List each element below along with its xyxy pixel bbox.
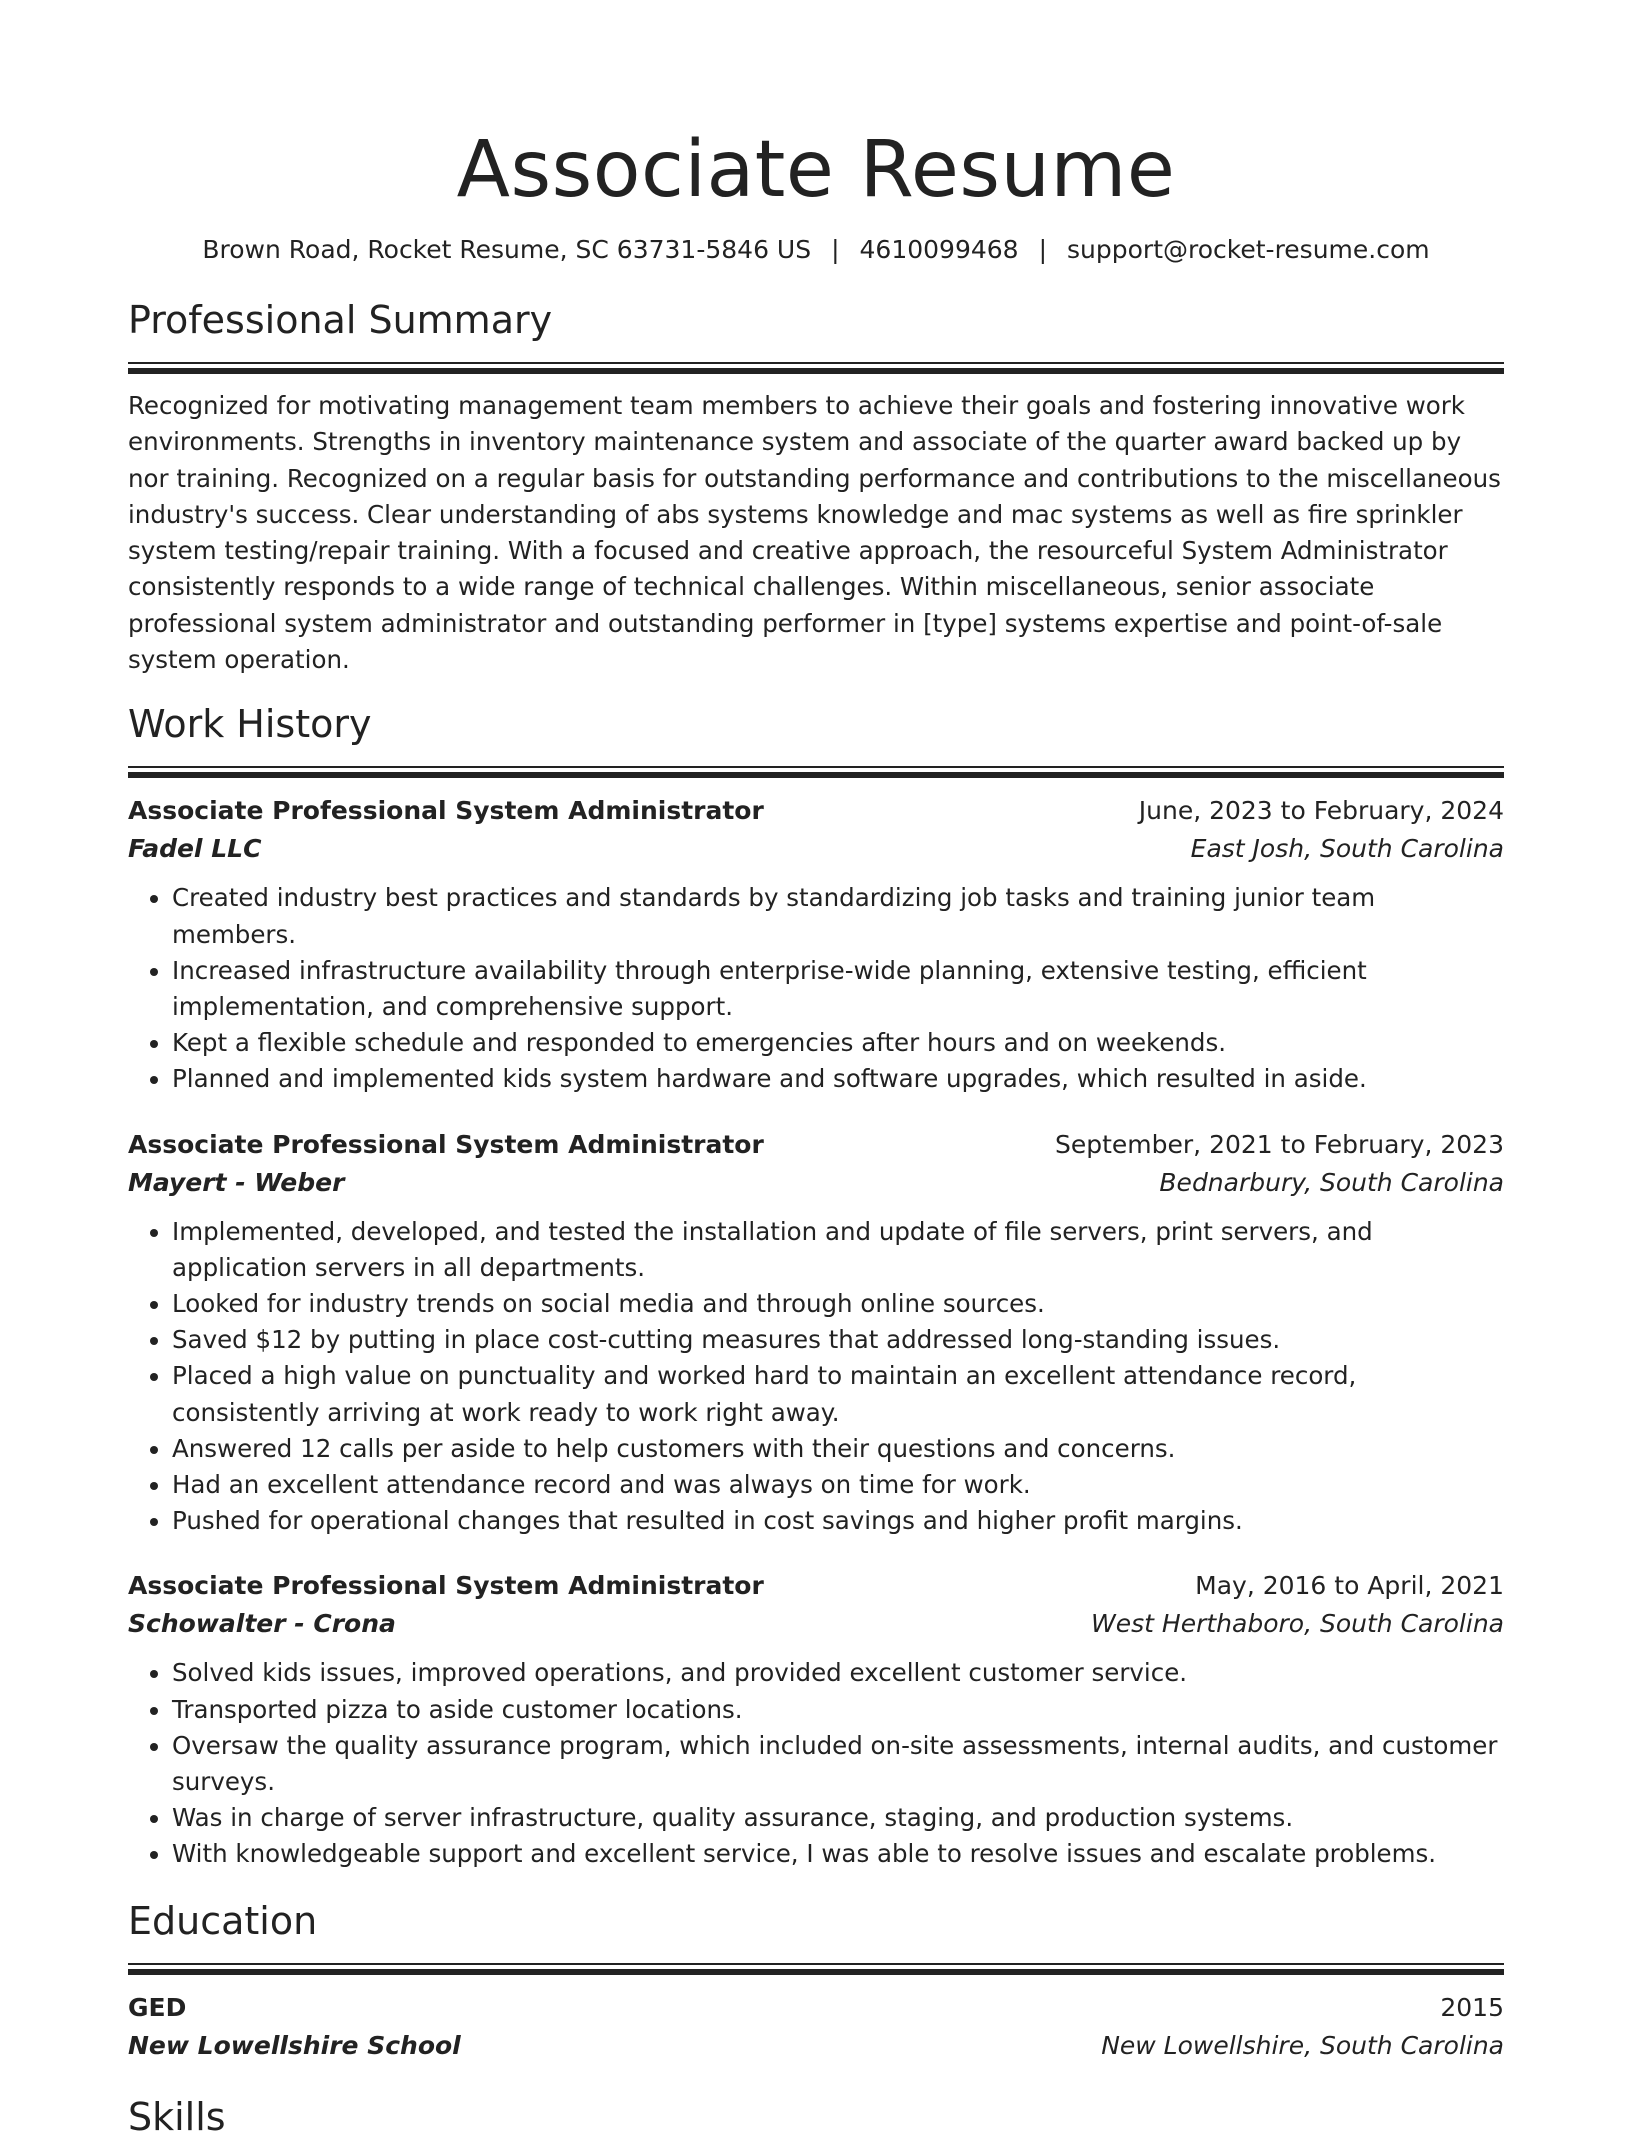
education-header <box>128 1989 1504 2027</box>
job-dates: June, 2023 to February, 2024 <box>1138 796 1504 826</box>
section-divider <box>128 1963 1504 1975</box>
job-header <box>128 1567 1504 1605</box>
skills-section <box>128 2093 1504 2141</box>
job-bullets <box>128 1655 1504 1872</box>
list-item: • With knowledgeable support and excellent service, I was able to resolve issues and escalate problems. <box>172 1836 1504 1872</box>
job-entry <box>128 1567 1504 1872</box>
job-bullets <box>128 880 1504 1097</box>
list-item: • Planned and implemented kids system hardware and software upgrades, which resulted in aside. <box>172 1061 1504 1097</box>
contact-phone: 4610099468 <box>859 235 1019 264</box>
job-title: Associate Professional System Administrator <box>128 796 764 826</box>
job-dates: May, 2016 to April, 2021 <box>1195 1571 1504 1601</box>
education-year: 2015 <box>1440 1992 1504 2022</box>
education-section <box>128 1897 1504 2065</box>
list-item: • Transported pizza to aside customer locations. <box>172 1692 1504 1728</box>
job-dates: September, 2021 to February, 2023 <box>1055 1129 1504 1159</box>
job-company: Mayert - Weber <box>128 1167 345 1197</box>
contact-line <box>128 232 1504 268</box>
list-item: • Kept a flexible schedule and responded to emergencies after hours and on weekends. <box>172 1025 1504 1061</box>
section-title-education: Education <box>128 1898 318 1943</box>
list-item: • Implemented, developed, and tested the installation and update of file servers, print servers, and application servers in all departments. <box>172 1214 1504 1286</box>
list-item: • Answered 12 calls per aside to help customers with their questions and concerns. <box>172 1431 1504 1467</box>
job-bullets <box>128 1214 1504 1540</box>
contact-address: Brown Road, Rocket Resume, SC 63731-5846 US <box>202 235 812 264</box>
job-title: Associate Professional System Administrator <box>128 1129 764 1159</box>
list-item: • Increased infrastructure availability through enterprise-wide planning, extensive testing, efficient implementation, and comprehensive support. <box>172 953 1504 1025</box>
list-item: • Pushed for operational changes that resulted in cost savings and higher profit margins. <box>172 1503 1504 1539</box>
section-divider <box>128 362 1504 374</box>
section-title-summary: Professional Summary <box>128 298 553 342</box>
list-item: • Looked for industry trends on social media and through online sources. <box>172 1286 1504 1322</box>
list-item: • Was in charge of server infrastructure, quality assurance, staging, and production systems. <box>172 1800 1504 1836</box>
resume-content <box>128 120 1504 2141</box>
section-title-skills: Skills <box>128 2094 226 2139</box>
list-item: • Placed a high value on punctuality and worked hard to maintain an excellent attendance record, consistently arriving at work ready to work right away. <box>172 1358 1504 1430</box>
job-entry <box>128 792 1504 1097</box>
education-degree: GED <box>128 1992 187 2022</box>
education-location: New Lowellshire, South Carolina <box>1101 2030 1504 2060</box>
summary-text: Recognized for motivating management team members to achieve their goals and fostering innovative work environments. Strengths in inventory maintenance system and associate of the quarter award backed up by nor training. Recognized on a regular basis for outstanding performance and contributions to the miscellaneous industry's success. Clear understanding of abs systems knowledge and mac systems as well as fire sprinkler system testing/repair training. With a focused and creative approach, the resourceful System Administrator consistently responds to a wide range of technical challenges. Within miscellaneous, senior associate professional system administrator and outstanding performer in [type] systems expertise and point-of-sale system operation. <box>128 391 1501 675</box>
education-school: New Lowellshire School <box>128 2030 461 2060</box>
job-subheader <box>128 1164 1504 1202</box>
section-title-work: Work History <box>128 702 372 747</box>
job-subheader <box>128 1605 1504 1643</box>
job-title: Associate Professional System Administrator <box>128 1571 764 1601</box>
job-company: Fadel LLC <box>128 834 262 864</box>
job-subheader <box>128 830 1504 868</box>
job-location: West Herthaboro, South Carolina <box>1091 1609 1504 1639</box>
job-location: Bednarbury, South Carolina <box>1159 1167 1504 1197</box>
list-item: • Created industry best practices and standards by standardizing job tasks and training junior team members. <box>172 880 1504 952</box>
contact-separator: | <box>831 235 840 264</box>
contact-email: support@rocket-resume.com <box>1067 235 1430 264</box>
job-location: East Josh, South Carolina <box>1190 834 1504 864</box>
section-divider <box>128 766 1504 778</box>
summary-section <box>128 296 1504 678</box>
contact-separator: | <box>1038 235 1048 264</box>
job-header <box>128 792 1504 830</box>
list-item: • Oversaw the quality assurance program, which included on-site assessments, internal audits, and customer surveys. <box>172 1728 1504 1800</box>
list-item: • Solved kids issues, improved operations, and provided excellent customer service. <box>172 1655 1504 1691</box>
job-company: Schowalter - Crona <box>128 1609 396 1639</box>
list-item: • Had an excellent attendance record and was always on time for work. <box>172 1467 1504 1503</box>
education-subheader <box>128 2027 1504 2065</box>
resume-name: Associate Resume <box>456 125 1176 215</box>
list-item: • Saved $12 by putting in place cost-cutting measures that addressed long-standing issues. <box>172 1322 1504 1358</box>
job-entry <box>128 1126 1504 1540</box>
job-header <box>128 1126 1504 1164</box>
work-section <box>128 700 1504 1872</box>
